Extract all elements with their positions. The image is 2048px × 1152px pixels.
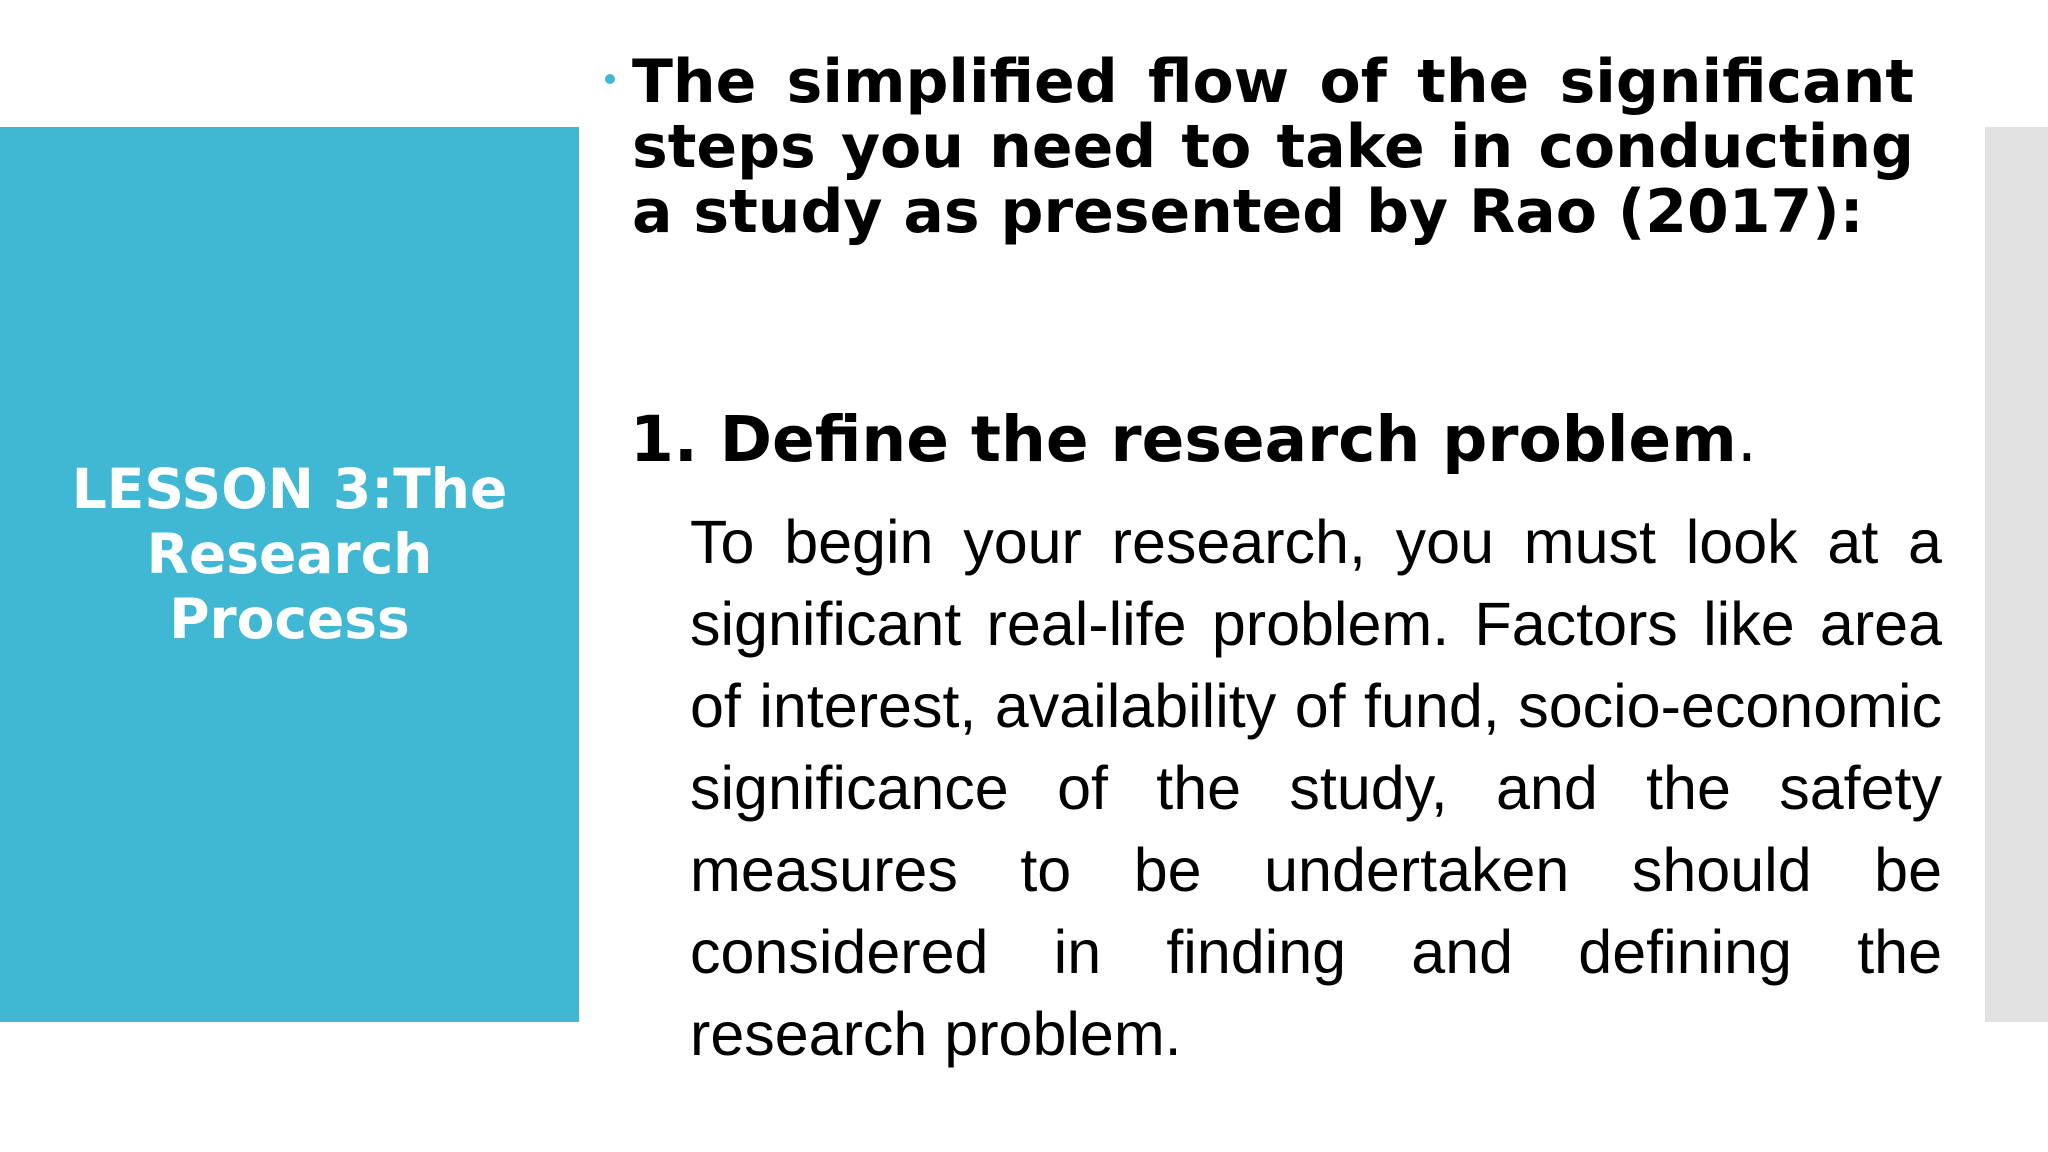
step-heading — [630, 402, 1757, 478]
lesson-title: LESSON 3:The Research Process — [71, 457, 508, 651]
step-heading-text: 1. Define the research problem — [630, 403, 1737, 476]
step-heading-period: . — [1736, 403, 1757, 476]
bullet-icon — [605, 74, 615, 84]
step-body: To begin your research, you must look at a significant real-life problem. Factors like area of interest, availability of fund, socio-economic significance of the study, and the safety measures to be undertaken should be considered in finding and defining the research problem. — [690, 508, 1942, 1068]
title-panel — [0, 127, 579, 1022]
decorative-side-bar — [1985, 127, 2048, 1022]
intro-paragraph: The simplified flow of the significant steps you need to take in conducting a study as presented by Rao (2017): — [632, 47, 1914, 247]
